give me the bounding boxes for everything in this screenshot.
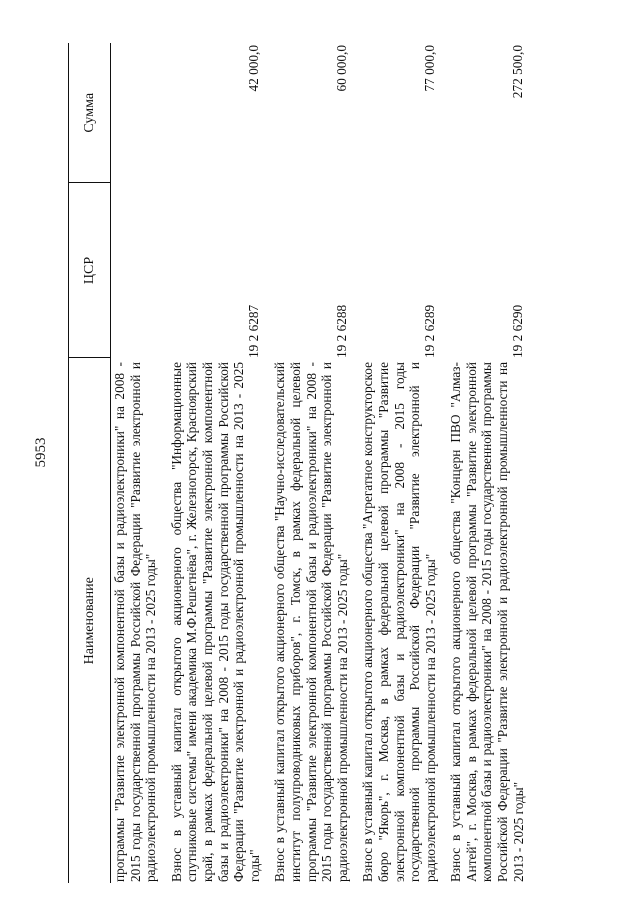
row-name: Взнос в уставный капитал открытого акционерного общества "Агрегатное конструкторское бюро "Якорь", г. Москва, в рамках федеральной целевой программы "Развитие электронной компонентной базы и радиоэлектроники" на 2008 - 2015 годы государственной программы Российской Федерации "Развитие электронной и радиоэлектронной промышленности на 2013 - 2025 годы" — [360, 362, 438, 882]
row-code: 19 2 6287 — [246, 304, 262, 358]
row-sum: 272 500,0 — [510, 45, 526, 99]
table-row — [359, 43, 447, 883]
row-code: 19 2 6289 — [422, 304, 438, 358]
row-name: Взнос в уставный капитал открытого акционерного общества "Научно-исследовательский институт полупроводниковых приборов", г. Томск, в рамках федеральной целевой программы "Развитие электронной компонентной базы и радиоэлектроники" на 2008 - 2015 годы государственной программы Российской Федерации "Развитие электронной и радиоэлектронной промышленности на 2013 - 2025 годы" — [272, 362, 350, 882]
page-number: 5953 — [33, 437, 49, 468]
table-row — [168, 43, 272, 883]
row-name: Взнос в уставный капитал открытого акционерного общества "Информационные спутниковые системы" имени академика М.Ф.Решетнёва", г. Железногорск, Красноярский край, в рамках федеральной целевой программы "Развитие электронной компонентной базы и радиоэлектроники" на 2008 - 2015 годы государственной программы Российской Федерации "Развитие электронной и радиоэлектронной промышленности на 2013 - 2025 годы" — [168, 362, 262, 882]
row-code: 19 2 6290 — [510, 304, 526, 358]
table-row — [271, 43, 359, 883]
table-row — [111, 43, 168, 883]
row-name: программы "Развитие электронной компонентной базы и радиоэлектроники" на 2008 - 2015 годы государственной программы Российской Федерации "Развитие электронной и радиоэлектронной промышленности на 2013 - 2025 годы" — [112, 362, 159, 882]
row-code: 19 2 6288 — [334, 304, 350, 358]
budget-table — [68, 43, 535, 883]
row-sum: 42 000,0 — [246, 45, 262, 92]
row-name: Взнос в уставный капитал открытого акционерного общества "Концерн ПВО "Алмаз-Антей", г. Москва, в рамках федеральной целевой программы "Развитие электронной компонентной базы и радиоэлектроники" на 2008 - 2015 годы государственной программы Российской Федерации "Развитие электронной и радиоэлектронной промышленности на 2013 - 2025 годы" — [448, 362, 526, 882]
row-sum: 77 000,0 — [422, 45, 438, 92]
header-name: Наименование — [69, 358, 111, 883]
table-row — [447, 43, 535, 883]
row-sum — [111, 43, 168, 183]
row-code — [111, 183, 168, 358]
row-sum: 60 000,0 — [334, 45, 350, 92]
header-sum: Сумма — [69, 43, 111, 183]
header-code: ЦСР — [69, 183, 111, 358]
table-header-row — [69, 43, 111, 883]
